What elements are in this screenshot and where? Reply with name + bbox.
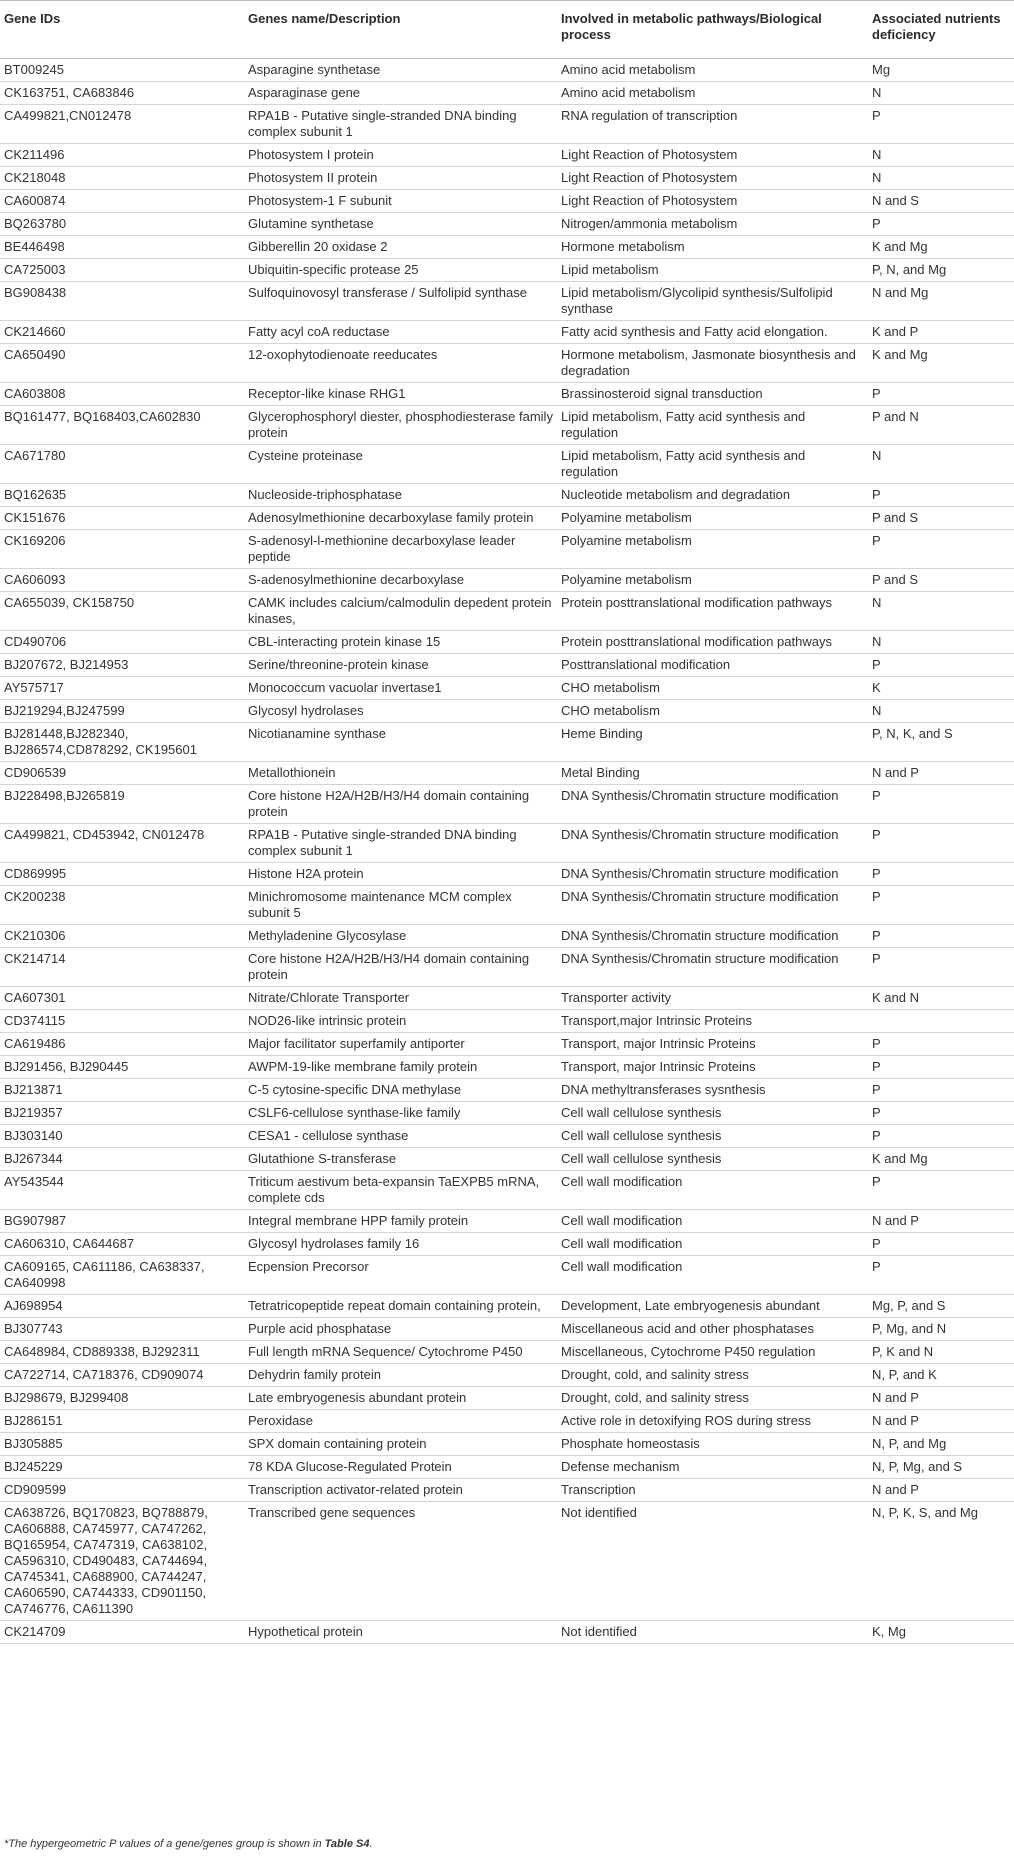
cell-gene-ids: BG907987 — [0, 1210, 244, 1233]
cell-metabolic-pathway: Cell wall modification — [557, 1256, 868, 1295]
cell-nutrient-deficiency: P — [868, 1079, 1014, 1102]
cell-gene-ids: CK200238 — [0, 886, 244, 925]
cell-gene-description: CSLF6-cellulose synthase-like family — [244, 1102, 557, 1125]
table-row — [0, 507, 1014, 530]
cell-nutrient-deficiency: P — [868, 925, 1014, 948]
cell-metabolic-pathway: Development, Late embryogenesis abundant — [557, 1295, 868, 1318]
cell-gene-ids: CK151676 — [0, 507, 244, 530]
cell-metabolic-pathway: Amino acid metabolism — [557, 82, 868, 105]
cell-metabolic-pathway: DNA Synthesis/Chromatin structure modification — [557, 886, 868, 925]
cell-gene-ids: CK214709 — [0, 1621, 244, 1644]
cell-gene-description: Nicotianamine synthase — [244, 723, 557, 762]
cell-metabolic-pathway: Polyamine metabolism — [557, 507, 868, 530]
cell-gene-ids: CA606093 — [0, 569, 244, 592]
cell-gene-description: C-5 cytosine-specific DNA methylase — [244, 1079, 557, 1102]
cell-metabolic-pathway: Cell wall modification — [557, 1171, 868, 1210]
cell-gene-ids: BJ228498,BJ265819 — [0, 785, 244, 824]
table-row — [0, 530, 1014, 569]
cell-gene-description: Hypothetical protein — [244, 1621, 557, 1644]
cell-nutrient-deficiency: K and Mg — [868, 236, 1014, 259]
cell-metabolic-pathway: RNA regulation of transcription — [557, 105, 868, 144]
cell-gene-ids: BQ161477, BQ168403,CA602830 — [0, 406, 244, 445]
table-row — [0, 948, 1014, 987]
cell-gene-ids: CA619486 — [0, 1033, 244, 1056]
cell-gene-ids: BJ219294,BJ247599 — [0, 700, 244, 723]
cell-gene-ids: CA650490 — [0, 344, 244, 383]
cell-nutrient-deficiency: P — [868, 654, 1014, 677]
cell-nutrient-deficiency: P — [868, 1056, 1014, 1079]
cell-gene-description: Full length mRNA Sequence/ Cytochrome P450 — [244, 1341, 557, 1364]
cell-gene-ids: CK169206 — [0, 530, 244, 569]
cell-gene-description: Methyladenine Glycosylase — [244, 925, 557, 948]
table-row — [0, 321, 1014, 344]
cell-gene-description: Glutathione S-transferase — [244, 1148, 557, 1171]
cell-metabolic-pathway: Nucleotide metabolism and degradation — [557, 484, 868, 507]
cell-gene-ids: CK211496 — [0, 144, 244, 167]
cell-metabolic-pathway: DNA Synthesis/Chromatin structure modification — [557, 785, 868, 824]
cell-nutrient-deficiency: P — [868, 886, 1014, 925]
table-row — [0, 167, 1014, 190]
cell-nutrient-deficiency: P — [868, 1233, 1014, 1256]
cell-gene-description: Monococcum vacuolar invertase1 — [244, 677, 557, 700]
table-row — [0, 445, 1014, 484]
cell-gene-ids: BJ207672, BJ214953 — [0, 654, 244, 677]
cell-nutrient-deficiency: Mg, P, and S — [868, 1295, 1014, 1318]
cell-gene-ids: CA671780 — [0, 445, 244, 484]
table-row — [0, 190, 1014, 213]
table-header — [0, 1, 1014, 59]
cell-gene-ids: CA499821, CD453942, CN012478 — [0, 824, 244, 863]
table-row — [0, 1621, 1014, 1644]
cell-nutrient-deficiency: K and N — [868, 987, 1014, 1010]
cell-metabolic-pathway: CHO metabolism — [557, 677, 868, 700]
table-row — [0, 1033, 1014, 1056]
cell-metabolic-pathway: Not identified — [557, 1502, 868, 1621]
cell-nutrient-deficiency: P — [868, 948, 1014, 987]
cell-gene-ids: CA603808 — [0, 383, 244, 406]
cell-gene-description: Transcribed gene sequences — [244, 1502, 557, 1621]
cell-metabolic-pathway: DNA Synthesis/Chromatin structure modification — [557, 925, 868, 948]
table-row — [0, 654, 1014, 677]
cell-gene-ids: BJ286151 — [0, 1410, 244, 1433]
table-row — [0, 592, 1014, 631]
cell-gene-description: Dehydrin family protein — [244, 1364, 557, 1387]
cell-nutrient-deficiency: N and P — [868, 1387, 1014, 1410]
cell-gene-description: Gibberellin 20 oxidase 2 — [244, 236, 557, 259]
table-row — [0, 1502, 1014, 1621]
table-row — [0, 1102, 1014, 1125]
cell-metabolic-pathway: Drought, cold, and salinity stress — [557, 1364, 868, 1387]
table-row — [0, 1171, 1014, 1210]
cell-metabolic-pathway: DNA Synthesis/Chromatin structure modification — [557, 948, 868, 987]
cell-metabolic-pathway: Light Reaction of Photosystem — [557, 190, 868, 213]
cell-gene-description: Sulfoquinovosyl transferase / Sulfolipid synthase — [244, 282, 557, 321]
cell-nutrient-deficiency: N, P, and Mg — [868, 1433, 1014, 1456]
cell-gene-ids: BJ267344 — [0, 1148, 244, 1171]
cell-metabolic-pathway: Lipid metabolism/Glycolipid synthesis/Sulfolipid synthase — [557, 282, 868, 321]
table-row — [0, 105, 1014, 144]
cell-metabolic-pathway: Light Reaction of Photosystem — [557, 167, 868, 190]
cell-nutrient-deficiency: N and Mg — [868, 282, 1014, 321]
cell-nutrient-deficiency: N, P, and K — [868, 1364, 1014, 1387]
cell-gene-description: CESA1 - cellulose synthase — [244, 1125, 557, 1148]
cell-gene-ids: BQ263780 — [0, 213, 244, 236]
table-row — [0, 925, 1014, 948]
cell-gene-ids: CA606310, CA644687 — [0, 1233, 244, 1256]
cell-metabolic-pathway: Hormone metabolism — [557, 236, 868, 259]
cell-nutrient-deficiency: N and S — [868, 190, 1014, 213]
cell-gene-description: RPA1B - Putative single-stranded DNA binding complex subunit 1 — [244, 105, 557, 144]
cell-gene-ids: AY575717 — [0, 677, 244, 700]
table-row — [0, 677, 1014, 700]
cell-metabolic-pathway: Fatty acid synthesis and Fatty acid elongation. — [557, 321, 868, 344]
table-row — [0, 1079, 1014, 1102]
cell-nutrient-deficiency: P — [868, 1256, 1014, 1295]
cell-gene-ids: CK218048 — [0, 167, 244, 190]
table-row — [0, 144, 1014, 167]
cell-gene-ids: BE446498 — [0, 236, 244, 259]
table-row — [0, 886, 1014, 925]
table-row — [0, 824, 1014, 863]
table-row — [0, 1010, 1014, 1033]
cell-gene-description: Cysteine proteinase — [244, 445, 557, 484]
cell-gene-ids: CA648984, CD889338, BJ292311 — [0, 1341, 244, 1364]
cell-metabolic-pathway: Not identified — [557, 1621, 868, 1644]
cell-nutrient-deficiency: N and P — [868, 1210, 1014, 1233]
table-row — [0, 700, 1014, 723]
cell-metabolic-pathway: Metal Binding — [557, 762, 868, 785]
cell-metabolic-pathway: Transport,major Intrinsic Proteins — [557, 1010, 868, 1033]
cell-nutrient-deficiency: N and P — [868, 762, 1014, 785]
table-row — [0, 723, 1014, 762]
table-row — [0, 344, 1014, 383]
cell-gene-description: Ecpension Precorsor — [244, 1256, 557, 1295]
cell-gene-description: Peroxidase — [244, 1410, 557, 1433]
cell-gene-description: 12-oxophytodienoate reeducates — [244, 344, 557, 383]
cell-gene-description: RPA1B - Putative single-stranded DNA binding complex subunit 1 — [244, 824, 557, 863]
table-row — [0, 236, 1014, 259]
cell-metabolic-pathway: Drought, cold, and salinity stress — [557, 1387, 868, 1410]
table-row — [0, 1341, 1014, 1364]
table-row — [0, 1148, 1014, 1171]
cell-metabolic-pathway: Cell wall cellulose synthesis — [557, 1102, 868, 1125]
cell-nutrient-deficiency: N — [868, 82, 1014, 105]
cell-metabolic-pathway: Phosphate homeostasis — [557, 1433, 868, 1456]
cell-gene-ids: CD906539 — [0, 762, 244, 785]
table-row — [0, 631, 1014, 654]
cell-nutrient-deficiency: N — [868, 700, 1014, 723]
table-row — [0, 484, 1014, 507]
cell-nutrient-deficiency: N, P, K, S, and Mg — [868, 1502, 1014, 1621]
table-row — [0, 59, 1014, 82]
table-row — [0, 863, 1014, 886]
cell-gene-ids: CA725003 — [0, 259, 244, 282]
cell-gene-description: Fatty acyl coA reductase — [244, 321, 557, 344]
cell-gene-ids: BJ291456, BJ290445 — [0, 1056, 244, 1079]
cell-gene-ids: AY543544 — [0, 1171, 244, 1210]
table-row — [0, 259, 1014, 282]
cell-metabolic-pathway: Protein posttranslational modification pathways — [557, 631, 868, 654]
cell-nutrient-deficiency: P — [868, 1125, 1014, 1148]
cell-nutrient-deficiency: N and P — [868, 1479, 1014, 1502]
cell-nutrient-deficiency: P — [868, 1102, 1014, 1125]
cell-metabolic-pathway: Cell wall modification — [557, 1233, 868, 1256]
cell-gene-description: Major facilitator superfamily antiporter — [244, 1033, 557, 1056]
cell-gene-ids: BJ305885 — [0, 1433, 244, 1456]
cell-nutrient-deficiency: N — [868, 631, 1014, 654]
cell-nutrient-deficiency: P — [868, 824, 1014, 863]
header-gene-ids: Gene IDs — [0, 1, 244, 59]
cell-nutrient-deficiency: K, Mg — [868, 1621, 1014, 1644]
table-row — [0, 762, 1014, 785]
cell-gene-ids: CK210306 — [0, 925, 244, 948]
table-row — [0, 1433, 1014, 1456]
cell-gene-ids: BT009245 — [0, 59, 244, 82]
cell-gene-description: Transcription activator-related protein — [244, 1479, 557, 1502]
cell-nutrient-deficiency: N — [868, 167, 1014, 190]
cell-metabolic-pathway: Transporter activity — [557, 987, 868, 1010]
cell-metabolic-pathway: Miscellaneous, Cytochrome P450 regulation — [557, 1341, 868, 1364]
cell-gene-description: Glycosyl hydrolases — [244, 700, 557, 723]
cell-gene-ids: BJ219357 — [0, 1102, 244, 1125]
cell-nutrient-deficiency: N — [868, 592, 1014, 631]
cell-gene-description: Glycosyl hydrolases family 16 — [244, 1233, 557, 1256]
cell-nutrient-deficiency: P, N, K, and S — [868, 723, 1014, 762]
cell-nutrient-deficiency: P — [868, 785, 1014, 824]
cell-gene-description: Photosystem II protein — [244, 167, 557, 190]
cell-metabolic-pathway: DNA methyltransferases sysnthesis — [557, 1079, 868, 1102]
cell-nutrient-deficiency: P — [868, 484, 1014, 507]
cell-gene-ids: CD869995 — [0, 863, 244, 886]
table-row — [0, 1410, 1014, 1433]
cell-metabolic-pathway: Transport, major Intrinsic Proteins — [557, 1056, 868, 1079]
cell-gene-ids: CK214714 — [0, 948, 244, 987]
cell-gene-ids: CD909599 — [0, 1479, 244, 1502]
table-row — [0, 1233, 1014, 1256]
cell-gene-ids: BJ281448,BJ282340, BJ286574,CD878292, CK195601 — [0, 723, 244, 762]
cell-gene-description: AWPM-19-like membrane family protein — [244, 1056, 557, 1079]
table-row — [0, 1456, 1014, 1479]
cell-nutrient-deficiency: K and P — [868, 321, 1014, 344]
cell-nutrient-deficiency: P, K and N — [868, 1341, 1014, 1364]
cell-metabolic-pathway: CHO metabolism — [557, 700, 868, 723]
cell-metabolic-pathway: Active role in detoxifying ROS during stress — [557, 1410, 868, 1433]
cell-nutrient-deficiency: P and N — [868, 406, 1014, 445]
cell-nutrient-deficiency: K and Mg — [868, 344, 1014, 383]
cell-metabolic-pathway: Defense mechanism — [557, 1456, 868, 1479]
cell-gene-ids: CA638726, BQ170823, BQ788879, CA606888, CA745977, CA747262, BQ165954, CA747319, CA638102, CA596310, CD490483, CA744694, CA745341, CA688900, CA744247, CA606590, CA744333, CD901150, CA746776, CA611390 — [0, 1502, 244, 1621]
cell-gene-description: Metallothionein — [244, 762, 557, 785]
cell-gene-ids: CD490706 — [0, 631, 244, 654]
cell-metabolic-pathway: Light Reaction of Photosystem — [557, 144, 868, 167]
cell-gene-description: Purple acid phosphatase — [244, 1318, 557, 1341]
cell-gene-ids: BJ303140 — [0, 1125, 244, 1148]
cell-nutrient-deficiency: P and S — [868, 507, 1014, 530]
cell-metabolic-pathway: Polyamine metabolism — [557, 569, 868, 592]
cell-nutrient-deficiency: P — [868, 530, 1014, 569]
cell-gene-description: Photosystem I protein — [244, 144, 557, 167]
cell-metabolic-pathway: Transcription — [557, 1479, 868, 1502]
cell-metabolic-pathway: Brassinosteroid signal transduction — [557, 383, 868, 406]
cell-gene-description: Minichromosome maintenance MCM complex subunit 5 — [244, 886, 557, 925]
cell-gene-ids: CK214660 — [0, 321, 244, 344]
cell-nutrient-deficiency: P — [868, 105, 1014, 144]
cell-gene-description: Late embryogenesis abundant protein — [244, 1387, 557, 1410]
cell-gene-ids: BJ245229 — [0, 1456, 244, 1479]
cell-gene-ids: CK163751, CA683846 — [0, 82, 244, 105]
cell-metabolic-pathway: Lipid metabolism, Fatty acid synthesis and regulation — [557, 406, 868, 445]
cell-gene-ids: CA609165, CA611186, CA638337, CA640998 — [0, 1256, 244, 1295]
cell-gene-ids: BG908438 — [0, 282, 244, 321]
table-row — [0, 785, 1014, 824]
table-row — [0, 1056, 1014, 1079]
cell-nutrient-deficiency: N — [868, 445, 1014, 484]
table-body — [0, 59, 1014, 1644]
header-gene-description: Genes name/Description — [244, 1, 557, 59]
cell-nutrient-deficiency: P — [868, 1171, 1014, 1210]
cell-nutrient-deficiency: N — [868, 144, 1014, 167]
cell-gene-description: Nitrate/Chlorate Transporter — [244, 987, 557, 1010]
cell-gene-description: Glutamine synthetase — [244, 213, 557, 236]
cell-gene-description: Asparagine synthetase — [244, 59, 557, 82]
cell-gene-ids: AJ698954 — [0, 1295, 244, 1318]
footnote-end: . — [369, 1838, 373, 1850]
cell-gene-description: Nucleoside-triphosphatase — [244, 484, 557, 507]
cell-nutrient-deficiency: P and S — [868, 569, 1014, 592]
cell-nutrient-deficiency: Mg — [868, 59, 1014, 82]
cell-metabolic-pathway: DNA Synthesis/Chromatin structure modification — [557, 824, 868, 863]
cell-metabolic-pathway: Nitrogen/ammonia metabolism — [557, 213, 868, 236]
cell-metabolic-pathway: Protein posttranslational modification pathways — [557, 592, 868, 631]
cell-metabolic-pathway: Polyamine metabolism — [557, 530, 868, 569]
cell-metabolic-pathway: Hormone metabolism, Jasmonate biosynthesis and degradation — [557, 344, 868, 383]
cell-gene-description: Asparaginase gene — [244, 82, 557, 105]
table-row — [0, 1295, 1014, 1318]
cell-metabolic-pathway: Lipid metabolism — [557, 259, 868, 282]
table-row — [0, 1256, 1014, 1295]
table-row — [0, 383, 1014, 406]
cell-nutrient-deficiency: K and Mg — [868, 1148, 1014, 1171]
table-row — [0, 1125, 1014, 1148]
cell-gene-description: 78 KDA Glucose-Regulated Protein — [244, 1456, 557, 1479]
table-row — [0, 82, 1014, 105]
cell-gene-description: S-adenosylmethionine decarboxylase — [244, 569, 557, 592]
table-row — [0, 1210, 1014, 1233]
cell-gene-description: Serine/threonine-protein kinase — [244, 654, 557, 677]
cell-nutrient-deficiency: P — [868, 213, 1014, 236]
cell-gene-ids: CA655039, CK158750 — [0, 592, 244, 631]
cell-gene-ids: BQ162635 — [0, 484, 244, 507]
cell-metabolic-pathway: Posttranslational modification — [557, 654, 868, 677]
cell-gene-description: CBL-interacting protein kinase 15 — [244, 631, 557, 654]
cell-gene-ids: CA722714, CA718376, CD909074 — [0, 1364, 244, 1387]
cell-gene-ids: BJ298679, BJ299408 — [0, 1387, 244, 1410]
cell-nutrient-deficiency: P — [868, 863, 1014, 886]
cell-gene-description: Integral membrane HPP family protein — [244, 1210, 557, 1233]
header-row — [0, 1, 1014, 59]
cell-gene-ids: CA607301 — [0, 987, 244, 1010]
cell-metabolic-pathway: Lipid metabolism, Fatty acid synthesis and regulation — [557, 445, 868, 484]
cell-nutrient-deficiency: N, P, Mg, and S — [868, 1456, 1014, 1479]
footnote-table-ref[interactable]: Table S4 — [324, 1838, 370, 1850]
cell-metabolic-pathway: Cell wall modification — [557, 1210, 868, 1233]
cell-metabolic-pathway: Miscellaneous acid and other phosphatases — [557, 1318, 868, 1341]
table-row — [0, 987, 1014, 1010]
cell-gene-description: SPX domain containing protein — [244, 1433, 557, 1456]
header-nutrient-deficiency: Associated nutrients deficiency — [868, 1, 1014, 59]
cell-gene-description: Receptor-like kinase RHG1 — [244, 383, 557, 406]
cell-nutrient-deficiency: N and P — [868, 1410, 1014, 1433]
table-row — [0, 213, 1014, 236]
cell-gene-ids: BJ213871 — [0, 1079, 244, 1102]
table-row — [0, 1479, 1014, 1502]
table-row — [0, 1387, 1014, 1410]
cell-gene-description: Glycerophosphoryl diester, phosphodiesterase family protein — [244, 406, 557, 445]
cell-gene-ids: CD374115 — [0, 1010, 244, 1033]
cell-gene-description: Tetratricopeptide repeat domain containing protein, — [244, 1295, 557, 1318]
table-footnote — [4, 1838, 373, 1850]
table-row — [0, 1364, 1014, 1387]
cell-nutrient-deficiency: K — [868, 677, 1014, 700]
cell-gene-ids: CA499821,CN012478 — [0, 105, 244, 144]
table-row — [0, 406, 1014, 445]
table-row — [0, 1318, 1014, 1341]
cell-nutrient-deficiency: P — [868, 1033, 1014, 1056]
cell-metabolic-pathway: Amino acid metabolism — [557, 59, 868, 82]
cell-metabolic-pathway: Heme Binding — [557, 723, 868, 762]
cell-nutrient-deficiency: P — [868, 383, 1014, 406]
cell-metabolic-pathway: Cell wall cellulose synthesis — [557, 1148, 868, 1171]
cell-metabolic-pathway: Cell wall cellulose synthesis — [557, 1125, 868, 1148]
footnote-text: *The hypergeometric P values of a gene/genes group is shown in — [4, 1838, 325, 1850]
cell-gene-description: Photosystem-1 F subunit — [244, 190, 557, 213]
table-row — [0, 569, 1014, 592]
cell-gene-description: S-adenosyl-l-methionine decarboxylase leader peptide — [244, 530, 557, 569]
cell-gene-description: CAMK includes calcium/calmodulin depedent protein kinases, — [244, 592, 557, 631]
cell-gene-ids: BJ307743 — [0, 1318, 244, 1341]
table-row — [0, 282, 1014, 321]
cell-gene-description: Adenosylmethionine decarboxylase family protein — [244, 507, 557, 530]
cell-gene-description: NOD26-like intrinsic protein — [244, 1010, 557, 1033]
cell-gene-description: Core histone H2A/H2B/H3/H4 domain containing protein — [244, 785, 557, 824]
cell-nutrient-deficiency — [868, 1010, 1014, 1033]
cell-nutrient-deficiency: P, Mg, and N — [868, 1318, 1014, 1341]
cell-gene-description: Histone H2A protein — [244, 863, 557, 886]
cell-gene-description: Core histone H2A/H2B/H3/H4 domain containing protein — [244, 948, 557, 987]
header-metabolic-pathway: Involved in metabolic pathways/Biological process — [557, 1, 868, 59]
cell-gene-description: Triticum aestivum beta-expansin TaEXPB5 mRNA, complete cds — [244, 1171, 557, 1210]
cell-metabolic-pathway: DNA Synthesis/Chromatin structure modification — [557, 863, 868, 886]
cell-gene-ids: CA600874 — [0, 190, 244, 213]
cell-metabolic-pathway: Transport, major Intrinsic Proteins — [557, 1033, 868, 1056]
cell-gene-description: Ubiquitin-specific protease 25 — [244, 259, 557, 282]
cell-nutrient-deficiency: P, N, and Mg — [868, 259, 1014, 282]
